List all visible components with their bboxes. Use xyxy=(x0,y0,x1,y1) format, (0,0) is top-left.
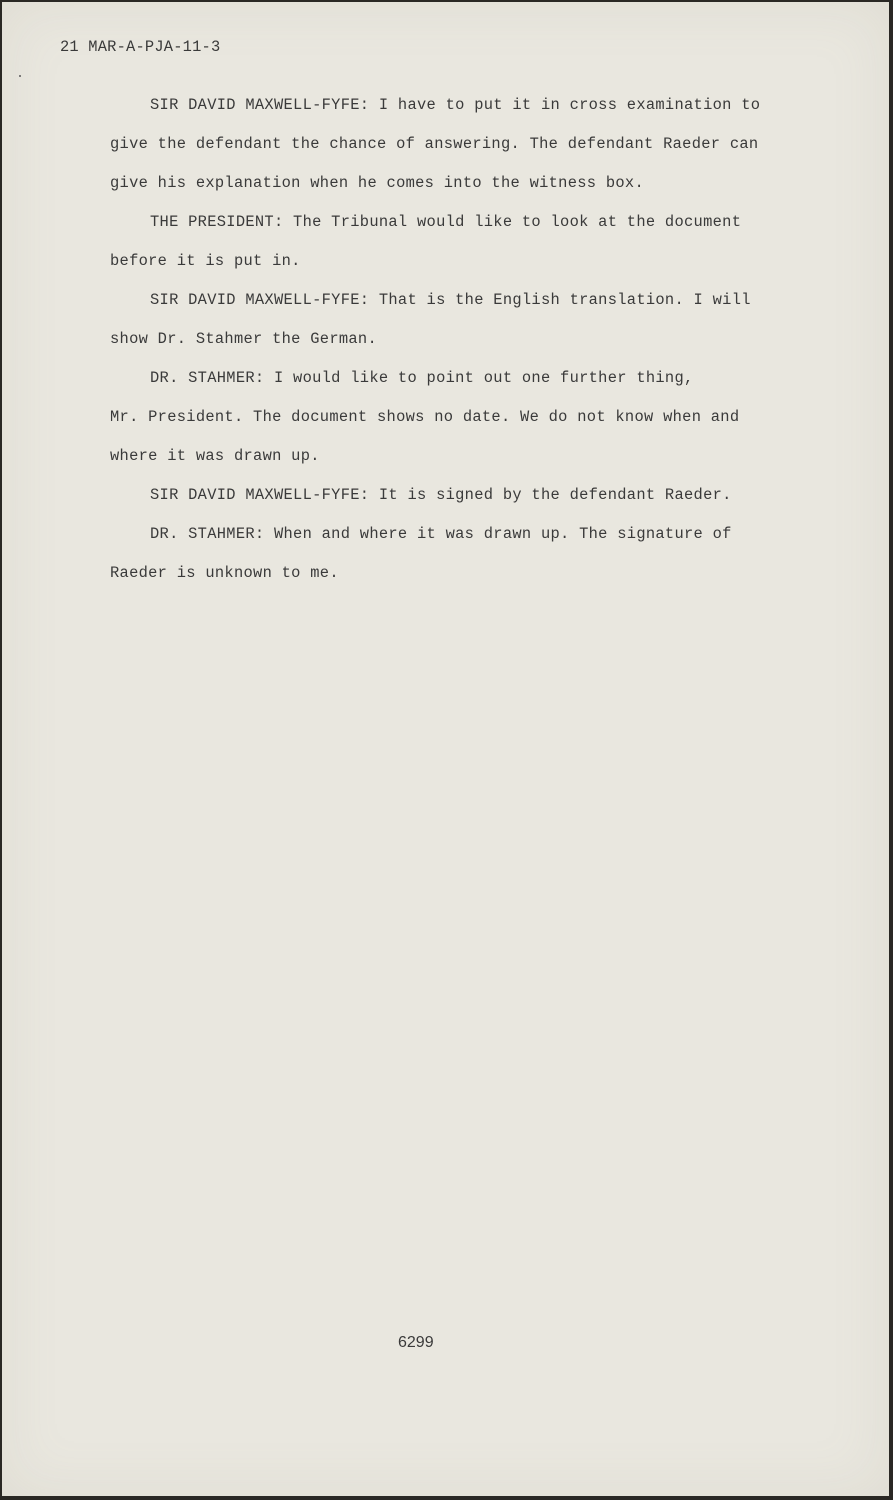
document-reference: 21 MAR-A-PJA-11-3 xyxy=(60,38,221,56)
paragraph-maxwell-fyfe-1 xyxy=(110,93,800,210)
text-line: DR. STAHMER: When and where it was drawn up. The signature of xyxy=(150,525,732,543)
text-line: give the defendant the chance of answering. The defendant Raeder can xyxy=(110,135,759,153)
text-line: SIR DAVID MAXWELL-FYFE: That is the English translation. I will xyxy=(150,291,751,309)
document-page xyxy=(2,2,889,1496)
paragraph-maxwell-fyfe-3 xyxy=(110,483,800,522)
text-line: where it was drawn up. xyxy=(110,447,320,465)
text-line: give his explanation when he comes into the witness box. xyxy=(110,174,645,192)
text-line: SIR DAVID MAXWELL-FYFE: I have to put it in cross examination to xyxy=(150,96,761,114)
text-line: DR. STAHMER: I would like to point out one further thing, xyxy=(150,369,694,387)
paragraph-president xyxy=(110,210,800,288)
text-line: Raeder is unknown to me. xyxy=(110,564,339,582)
paragraph-stahmer-2 xyxy=(110,522,800,600)
ink-speck xyxy=(19,75,21,77)
page-number: 6299 xyxy=(398,1334,434,1351)
text-line: show Dr. Stahmer the German. xyxy=(110,330,378,348)
paragraph-maxwell-fyfe-2 xyxy=(110,288,800,366)
text-line: before it is put in. xyxy=(110,252,301,270)
text-line: Mr. President. The document shows no date. We do not know when and xyxy=(110,408,740,426)
text-line: THE PRESIDENT: The Tribunal would like to look at the document xyxy=(150,213,742,231)
transcript-body xyxy=(110,93,800,600)
paragraph-stahmer-1 xyxy=(110,366,800,483)
text-line: SIR DAVID MAXWELL-FYFE: It is signed by the defendant Raeder. xyxy=(150,486,732,504)
